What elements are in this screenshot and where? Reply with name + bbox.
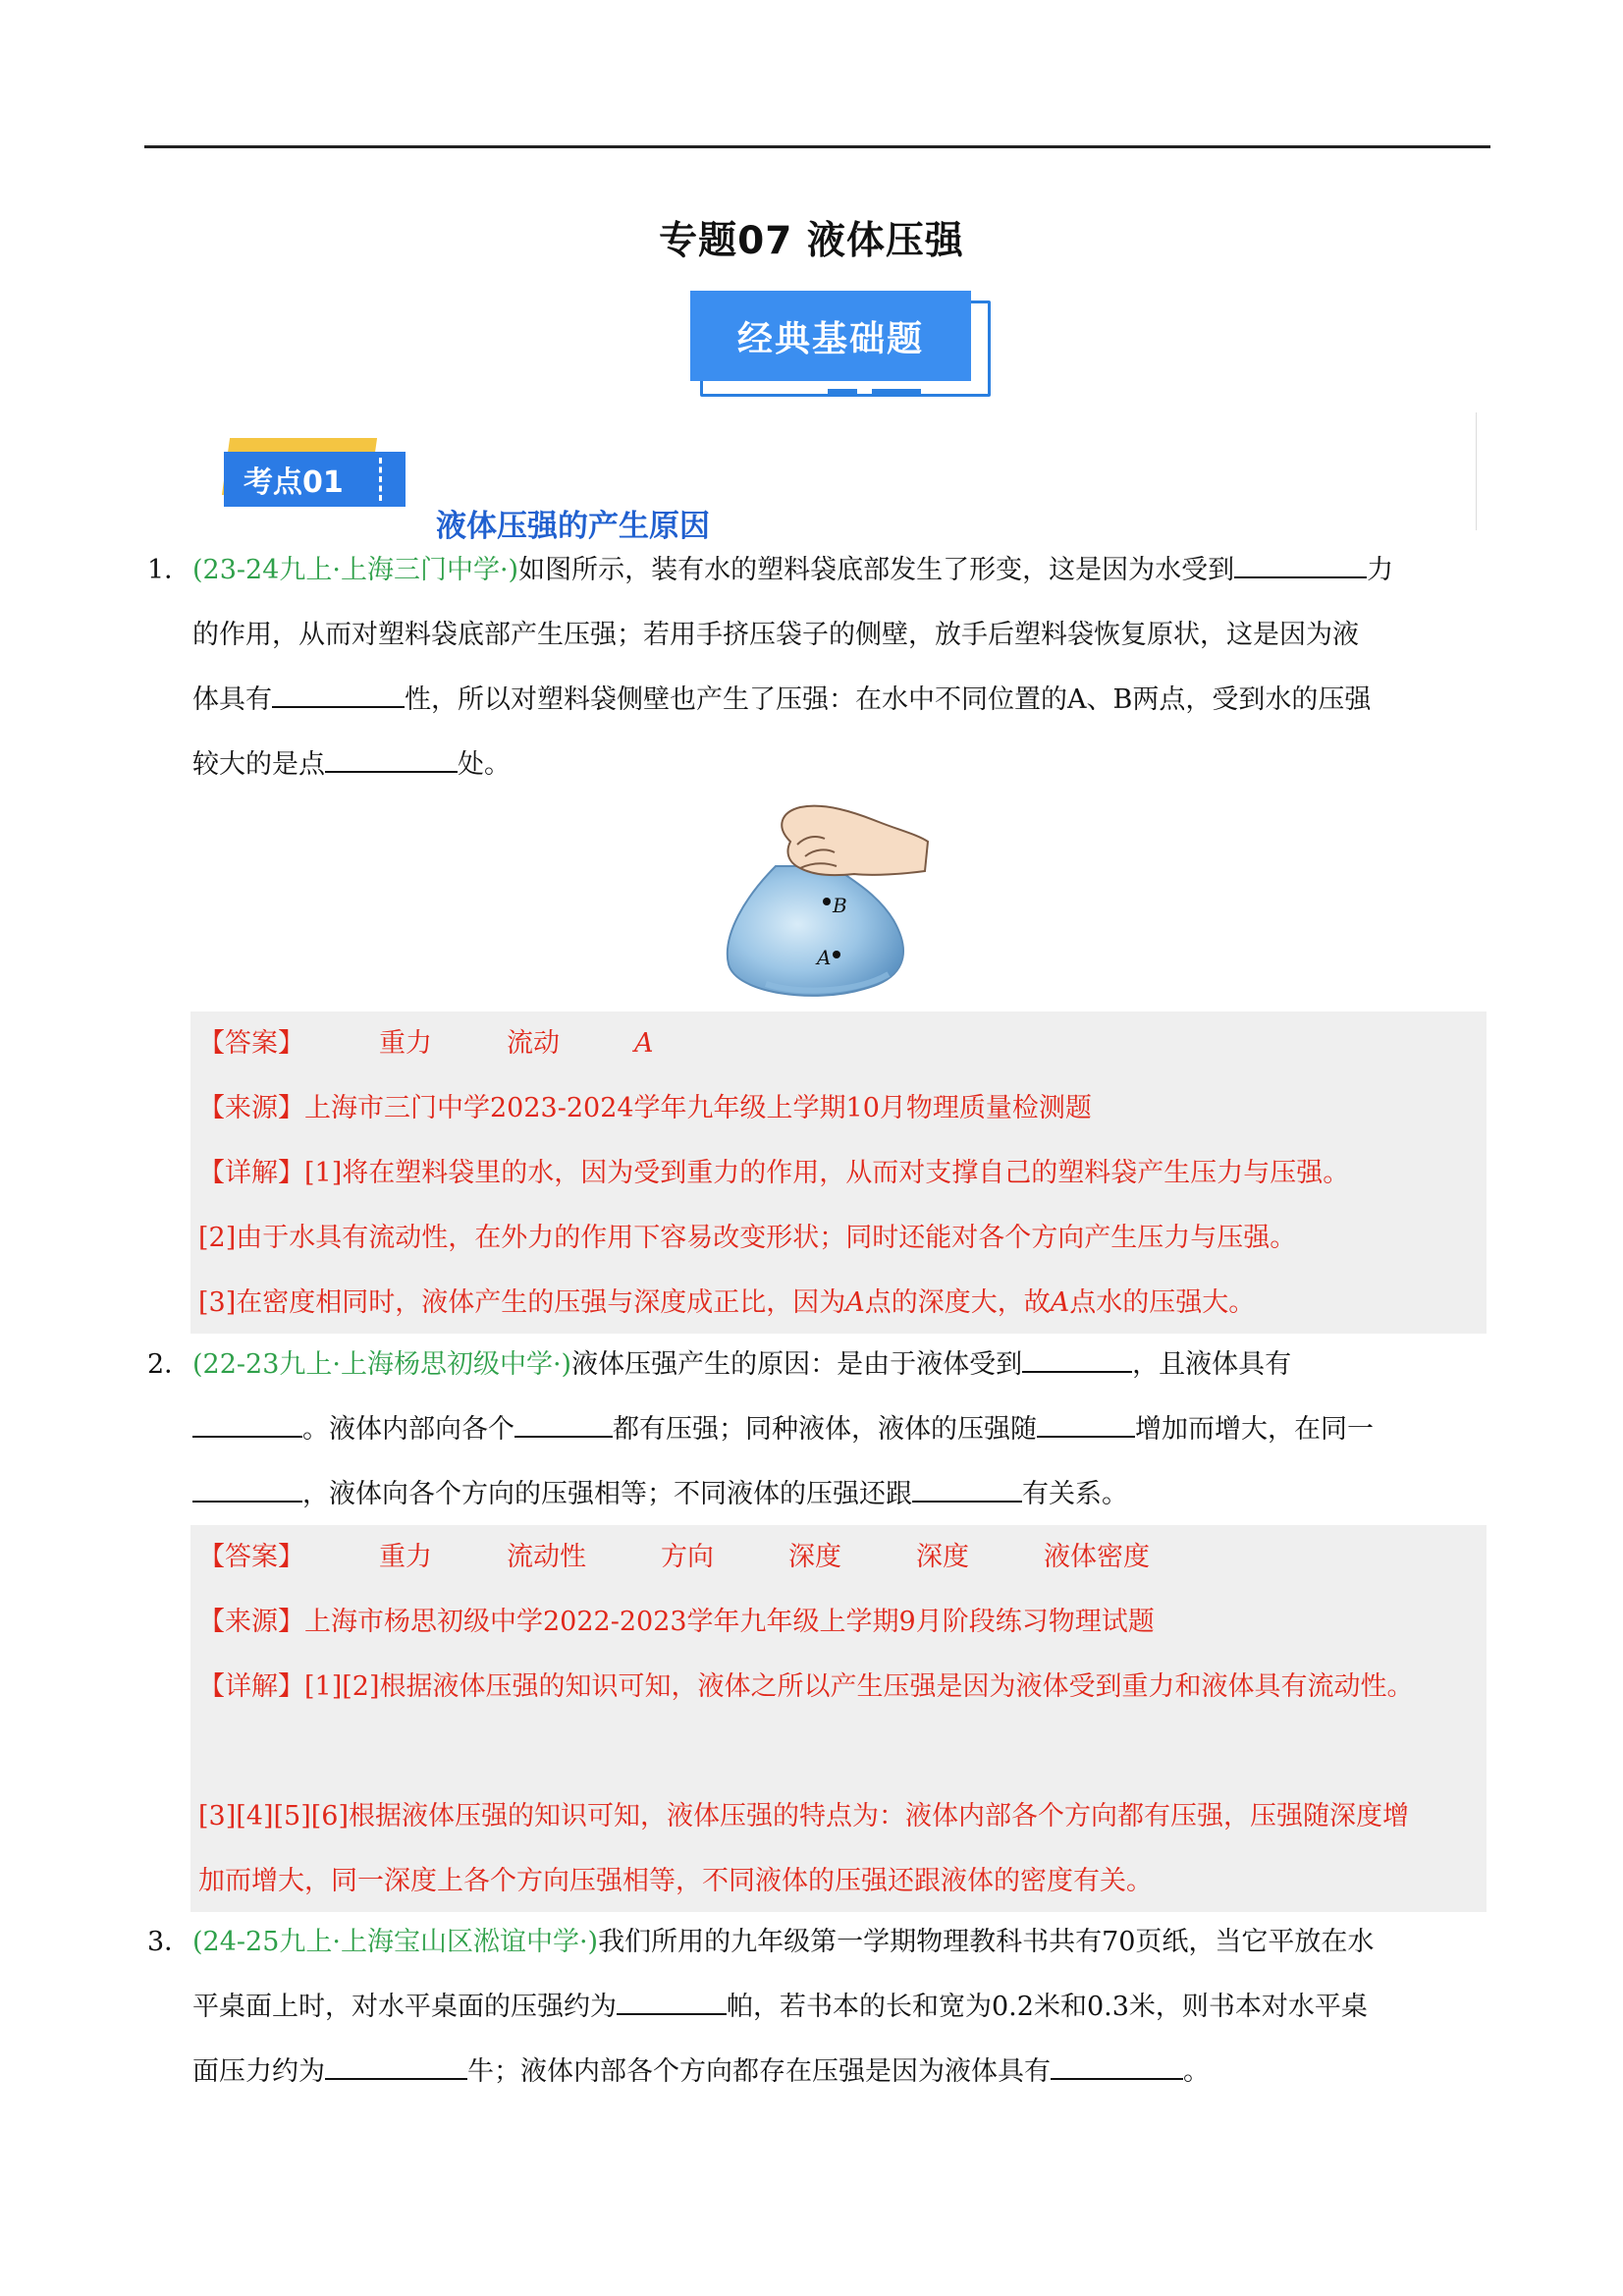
source-line	[198, 1076, 1487, 1141]
question-text: 都有压强；同种液体，液体的压强随	[613, 1414, 1037, 1445]
question-text: 处。	[458, 749, 511, 780]
question-line	[192, 1975, 1483, 2040]
question-line	[192, 1462, 1483, 1527]
page-title: 专题07 液体压强	[659, 219, 964, 263]
question-2	[147, 1333, 1483, 1527]
detail-line: [3][4][5][6]根据液体压强的知识可知，液体压强的特点为：液体内部各个方向都有压强，压强随深度增	[198, 1801, 1409, 1831]
answer-value: 重力	[379, 1542, 432, 1572]
point-a-dot	[833, 951, 840, 958]
answer-blank[interactable]	[1037, 1412, 1135, 1438]
answer-blank[interactable]	[192, 1412, 302, 1438]
answer-blank[interactable]	[514, 1412, 613, 1438]
header-rule	[144, 145, 1490, 148]
question-text: 。	[1183, 2056, 1210, 2087]
question-text: 较大的是点	[192, 749, 325, 780]
water-bag-illustration	[707, 797, 933, 999]
question-line	[192, 668, 1483, 733]
question-line	[192, 2040, 1483, 2105]
answer-value: 深度	[916, 1542, 969, 1572]
answer-value: 流动	[507, 1028, 560, 1059]
answer-value: 液体密度	[1044, 1542, 1150, 1572]
kaodian-tag	[214, 438, 410, 507]
question-source: (23-24九上·上海三门中学·)	[192, 555, 519, 585]
answer-blank[interactable]	[192, 1477, 302, 1503]
detail-text: [1]将在塑料袋里的水，因为受到重力的作用，从而对支撑自己的塑料袋产生压力与压强。	[304, 1158, 1350, 1188]
badge-decoration	[872, 389, 921, 395]
point-a-label: A	[817, 946, 832, 969]
section-title: 液体压强的产生原因	[436, 509, 710, 544]
question-text: 性，所以对塑料袋侧壁也产生了压强：在水中不同位置的A、B两点，受到水的压强	[405, 684, 1372, 715]
answer-line	[198, 1011, 1487, 1076]
question-text: 液体压强产生的原因：是由于液体受到	[571, 1349, 1023, 1380]
blank-line	[198, 1720, 1487, 1784]
detail-line	[198, 1655, 1487, 1720]
detail-tag: 【详解】	[198, 1158, 304, 1188]
detail-line: 加而增大，同一深度上各个方向压强相等，不同液体的压强还跟液体的密度有关。	[198, 1866, 1153, 1896]
question-line	[192, 1333, 1483, 1397]
question-text: 面压力约为	[192, 2056, 325, 2087]
answer-blank[interactable]	[617, 1990, 727, 2015]
question-text: 的作用，从而对塑料袋底部产生压强；若用手挤压袋子的侧壁，放手后塑料袋恢复原状，这是因为液	[192, 620, 1359, 650]
question-text: 牛；液体内部各个方向都存在压强是因为液体具有	[467, 2056, 1051, 2087]
answer-blank[interactable]	[1051, 2054, 1183, 2080]
answer-blank[interactable]	[1022, 1347, 1132, 1373]
answer-box-1	[190, 1011, 1487, 1334]
detail-line	[198, 1141, 1487, 1206]
bag-body	[728, 866, 903, 996]
answer-tag: 【答案】	[198, 1028, 304, 1059]
section-edge-line	[1476, 412, 1477, 530]
answer-blank[interactable]	[272, 683, 405, 708]
source-line	[198, 1590, 1487, 1655]
question-text: 增加而增大，在同一	[1135, 1414, 1374, 1445]
detail-text: [1][2]根据液体压强的知识可知，液体之所以产生压强是因为液体受到重力和液体具有流动性。	[304, 1671, 1414, 1702]
detail-line: [3]在密度相同时，液体产生的压强与深度成正比，因为A点的深度大，故A点水的压强大。	[198, 1287, 1256, 1318]
question-line	[192, 603, 1483, 668]
question-number: 1．	[147, 555, 191, 585]
point-b-dot	[823, 898, 831, 905]
question-line	[192, 733, 1483, 797]
answer-tag: 【答案】	[198, 1542, 304, 1572]
answer-value: 重力	[379, 1028, 432, 1059]
detail-tag: 【详解】	[198, 1671, 304, 1702]
question-text: 我们所用的九年级第一学期物理教科书共有70页纸，当它平放在水	[598, 1927, 1375, 1957]
answer-value: 流动性	[507, 1542, 586, 1572]
question-line	[192, 538, 1483, 603]
source-text: 上海市杨思初级中学2022-2023学年九年级上学期9月阶段练习物理试题	[304, 1607, 1155, 1637]
question-text: 平桌面上时，对水平桌面的压强约为	[192, 1992, 617, 2022]
badge-label: 经典基础题	[690, 291, 971, 381]
question-line	[192, 1910, 1483, 1975]
answer-box-2	[190, 1525, 1487, 1912]
water-bag-figure	[707, 797, 933, 999]
question-3	[147, 1910, 1483, 2105]
answer-value: 方向	[661, 1542, 714, 1572]
question-number: 3．	[147, 1927, 191, 1957]
question-line	[192, 1397, 1483, 1462]
category-badge	[690, 291, 987, 397]
question-source: (24-25九上·上海宝山区淞谊中学·)	[192, 1927, 599, 1957]
question-text: 。液体内部向各个	[302, 1414, 514, 1445]
question-source: (22-23九上·上海杨思初级中学·)	[192, 1349, 572, 1380]
question-text: ，且液体具有	[1132, 1349, 1292, 1380]
answer-blank[interactable]	[325, 2054, 467, 2080]
source-tag: 【来源】	[198, 1093, 304, 1123]
answer-blank[interactable]	[912, 1477, 1022, 1503]
question-text: 帕，若书本的长和宽为0.2米和0.3米，则书本对水平桌	[727, 1992, 1368, 2022]
badge-decoration	[828, 389, 857, 395]
answer-blank[interactable]	[1234, 553, 1367, 578]
source-text: 上海市三门中学2023-2024学年九年级上学期10月物理质量检测题	[304, 1093, 1092, 1123]
question-text: 有关系。	[1022, 1479, 1128, 1509]
source-tag: 【来源】	[198, 1607, 304, 1637]
question-text: 体具有	[192, 684, 272, 715]
question-text: 如图所示，装有水的塑料袋底部发生了形变，这是因为水受到	[518, 555, 1235, 585]
question-text: ，液体向各个方向的压强相等；不同液体的压强还跟	[302, 1479, 912, 1509]
question-1	[147, 538, 1483, 797]
answer-line	[198, 1525, 1487, 1590]
question-text: 力	[1367, 555, 1394, 585]
kaodian-divider	[379, 458, 382, 501]
answer-value: 深度	[788, 1542, 841, 1572]
point-b-label: B	[833, 894, 847, 917]
detail-line: [2]由于水具有流动性，在外力的作用下容易改变形状；同时还能对各个方向产生压力与压强。	[198, 1223, 1297, 1253]
question-number: 2．	[147, 1349, 191, 1380]
answer-blank[interactable]	[325, 747, 458, 773]
kaodian-label: 考点01	[224, 452, 406, 507]
answer-value: A	[634, 1028, 654, 1059]
